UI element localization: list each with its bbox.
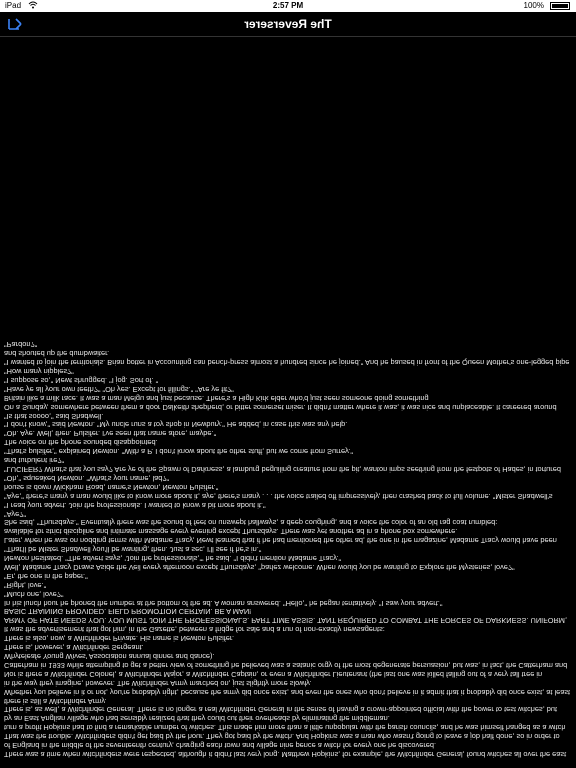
paragraph: The voice on the phone sounded disappointed. (4, 438, 158, 448)
paragraph: Whether you believe in it or not, you're probably right, because the army did once exist, and even the ones who don't believe in it admit that it probably did once exist, at least in the way they imagine, however. The Witchfinder Army marched on, just slightly more slowly. (4, 678, 571, 697)
paragraph: "Much one, love?" (4, 589, 64, 599)
paragraph: "Pardon?" (4, 340, 38, 350)
paragraph: "I wanted to join the territorials. Brian potter in Accounting can bench-press almost a hundred since he joined." And he paused in front of the Queen Mother's one-legged pipe and shouted up the dumbwaiter. (4, 349, 570, 368)
paragraph: On a Sunday, somewhere between them a door Dalkeith shepherd, or bitter somerset miser. It didn't matter where it was, it was nice and unplaceable. It careered around Britain like a milk race. It was a man Melgu and just because. There's a High Kirk elder who'd just seen someone doing something (4, 393, 557, 412)
paragraph: She said, "Thursdays." Eventually there was the sound of feet on unswept hallways, a deep coughing, and a voice the color of an old rag coat rumbled: (4, 518, 498, 528)
paragraph: There is also, now, a Witchfinder Private. His name is Newton Pulsifer. (4, 634, 235, 644)
paragraph: "I read your advert. Join the professionals. I wanted to know a bit more about it." (4, 500, 266, 510)
battery-percent: 100% (523, 1, 544, 10)
paragraph: There is, as well, a Witchfinder General. There is no longer a real Witchfinder General in the sense of having a crown-appointed official with the power to test witches, but there is still a Witchfinder Army. (4, 696, 558, 715)
paragraph: "LUCIFER? What's that you say? Are ye of the Spawn of Darkness, a lamburg beguiling creature from the pit, wanton imps seething from the festpots of Hades, in tortured and turbulent ire?" (4, 456, 561, 474)
status-time: 2:57 PM (272, 1, 304, 10)
paragraph: "I don't know," said Newton. "My uncle runs a toy shop in Newbury." He added, in case this was any help. (4, 420, 348, 430)
paragraph: "Oh. Aye. Well, then. Pulsifer. I've seen that name afore, maybe." (4, 429, 217, 439)
paragraph: Later, when he was on nodding terms with Madame Tracy, Newt learned that if he had mentioned the other ad, the one in the magazine, Madame Tracy would have been available for strict discipline and intimate massage every evening except Thursdays. There was yet another ad in a phone box somewhere. (4, 527, 557, 546)
paragraph: "How many nipples?" (4, 367, 74, 377)
paragraph: "Aye?" (4, 509, 26, 519)
carrier-label: iPad (5, 1, 22, 10)
battery-icon (550, 2, 570, 10)
paragraph: "Have ye all your own teeth?" "Oh yes. Except for fillings." "Are ye fit?" (4, 384, 234, 394)
paragraph: There was a time when witchfinders were respected, although it didn't last very long. Matthew Hopkins, for example, the Witchfinder General, found witches all over the east of England in the middle of the seventeenth century, charging each town and village nine pence a witch for every one he discovered. (4, 741, 567, 759)
status-bar (0, 0, 576, 12)
paragraph: Well, Madame Tracy Draws Aside the Veil every afternoon except Thursdays, "parlez welcome. When would you be wanting to Explore the Mysteries, love?" (4, 562, 515, 572)
paragraph: "Right, love." (4, 580, 47, 590)
page-title: The Reverserer (244, 17, 332, 31)
paragraph: "I suppose so," Newt shrugged. "I jog. Sort of. " (4, 375, 159, 385)
paragraph: It was the advertisement that got him, in the Gazette, between a fridge for sale and a run of non-exactly newsagents: (4, 625, 385, 635)
mirror-container (0, 38, 576, 768)
paragraph: Newton hesitated. "The advert says, 'Join the professionals,'" he said. "I didn't mention Madame Tracy." (4, 554, 342, 564)
paragraph: Nor is there a Witchfinder Colonel, a Witchfinder Major, a Witchfinder Captain, or even a Witchfinder Lieutenant (the last one was killed falling out of a very tall tree in Catterham in 1933 while attempting to get a better view of something he believed was a satanic orgy of the most degenerate persuasion, but was, in fact, the Catterham and Whyteleafe Young Wives' Association annual dinner and dance). (4, 652, 568, 679)
navigation-bar (0, 12, 576, 37)
paragraph: "Oh," squeaked Newton. "What's your name, lad?" (4, 473, 170, 483)
reversed-text-area (0, 38, 576, 768)
paragraph: "Aye," there's many a man would like to know more about it, aye, there's many . . . the voice trailed off impressively, then crashed back to full volume. "Mister Shadwell's house is down Wickham Road, name's Newton, Newton Pulsifer." (4, 482, 553, 501)
paragraph-list (0, 38, 576, 768)
paragraph: ARMY OF HATE NEEDS YOU. YOU MUST JOIN THE PROFESSIONALS. PART TIME ASSIS. TANT REQUIRED TO COMBAT THE FORCES OF DARKNESS. UNIFORM, BASIC TRAINING PROVIDED. FIELD PROMOTION CERTAIN. BE A MAN! (4, 607, 568, 626)
paragraph: "That's pulsifer," explained Newton. "With a P. I don't know about the other stuff, but we come from Surrey." (4, 447, 353, 457)
paragraph: In his lunch hour he phoned the number at the bottom of the ad. A woman answered. "Hello," he began tentatively. "I saw your advert." (4, 598, 443, 608)
paragraph: "Er, the one in the paper." (4, 571, 88, 581)
paragraph: There is, however, a Witchfinder Sergeant. (4, 643, 144, 653)
paragraph: "Is that soooo," said Shadwell. (4, 411, 104, 421)
paragraph: That was the trouble. Witchfinders didn't get paid by the hour. They got paid by the witch. And Hopkins was a man who wasn't going to leave a job half done, so in order to turn a profit Hopkins had to find a remarkable number of witches. This made him more than a little unpopular with the parish councils, and he was himself hanged as a witch by an East Anglian village who had sensibly realized that they could cut their overheads by eliminating the middleman. (4, 714, 566, 742)
paragraph: "That'll be Mister Shadwell you'll be wanting, then. Just a sec, I'll see if he's in." (4, 545, 262, 555)
